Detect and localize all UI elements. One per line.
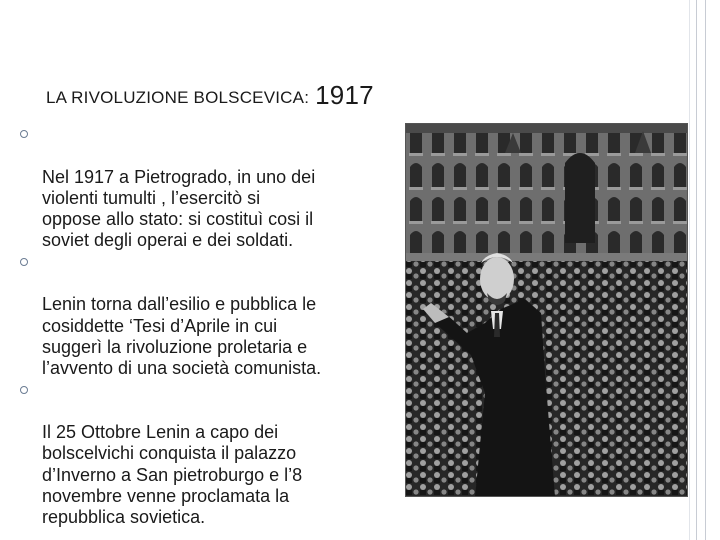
bullet-list — [20, 124, 396, 529]
hollow-circle-bullet-icon — [20, 386, 28, 394]
slide-title-year: 1917 — [315, 80, 374, 110]
slide-title-text: LA RIVOLUZIONE BOLSCEVICA: — [46, 88, 310, 107]
bullet-text: Nel 1917 a Pietrogrado, in uno dei violenti tumulti , l’esercitò si oppose allo stato: si costituì cosi il soviet degli operai e dei soldati. — [42, 166, 316, 251]
hollow-circle-bullet-icon — [20, 130, 28, 138]
hollow-circle-bullet-icon — [20, 258, 28, 266]
bullet-text: Lenin torna dall’esilio e pubblica le cosiddette ‘Tesi d’Aprile in cui suggerì la rivoluzione proletaria e l’avvento di una società comunista. — [42, 294, 322, 379]
bullet-item — [20, 380, 396, 529]
bullet-item — [20, 124, 396, 252]
slide-frame-decoration — [696, 0, 706, 540]
slide-frame-line — [689, 0, 690, 540]
slide-title — [46, 80, 374, 111]
lenin-speaking-to-crowd-photo — [405, 123, 688, 497]
bullet-item — [20, 252, 396, 380]
bullet-text: Il 25 Ottobre Lenin a capo dei bolscelvichi conquista il palazzo d’Inverno a San pietroburgo e l’8 novembre venne proclamata la repubblica sovietica. — [42, 422, 303, 528]
